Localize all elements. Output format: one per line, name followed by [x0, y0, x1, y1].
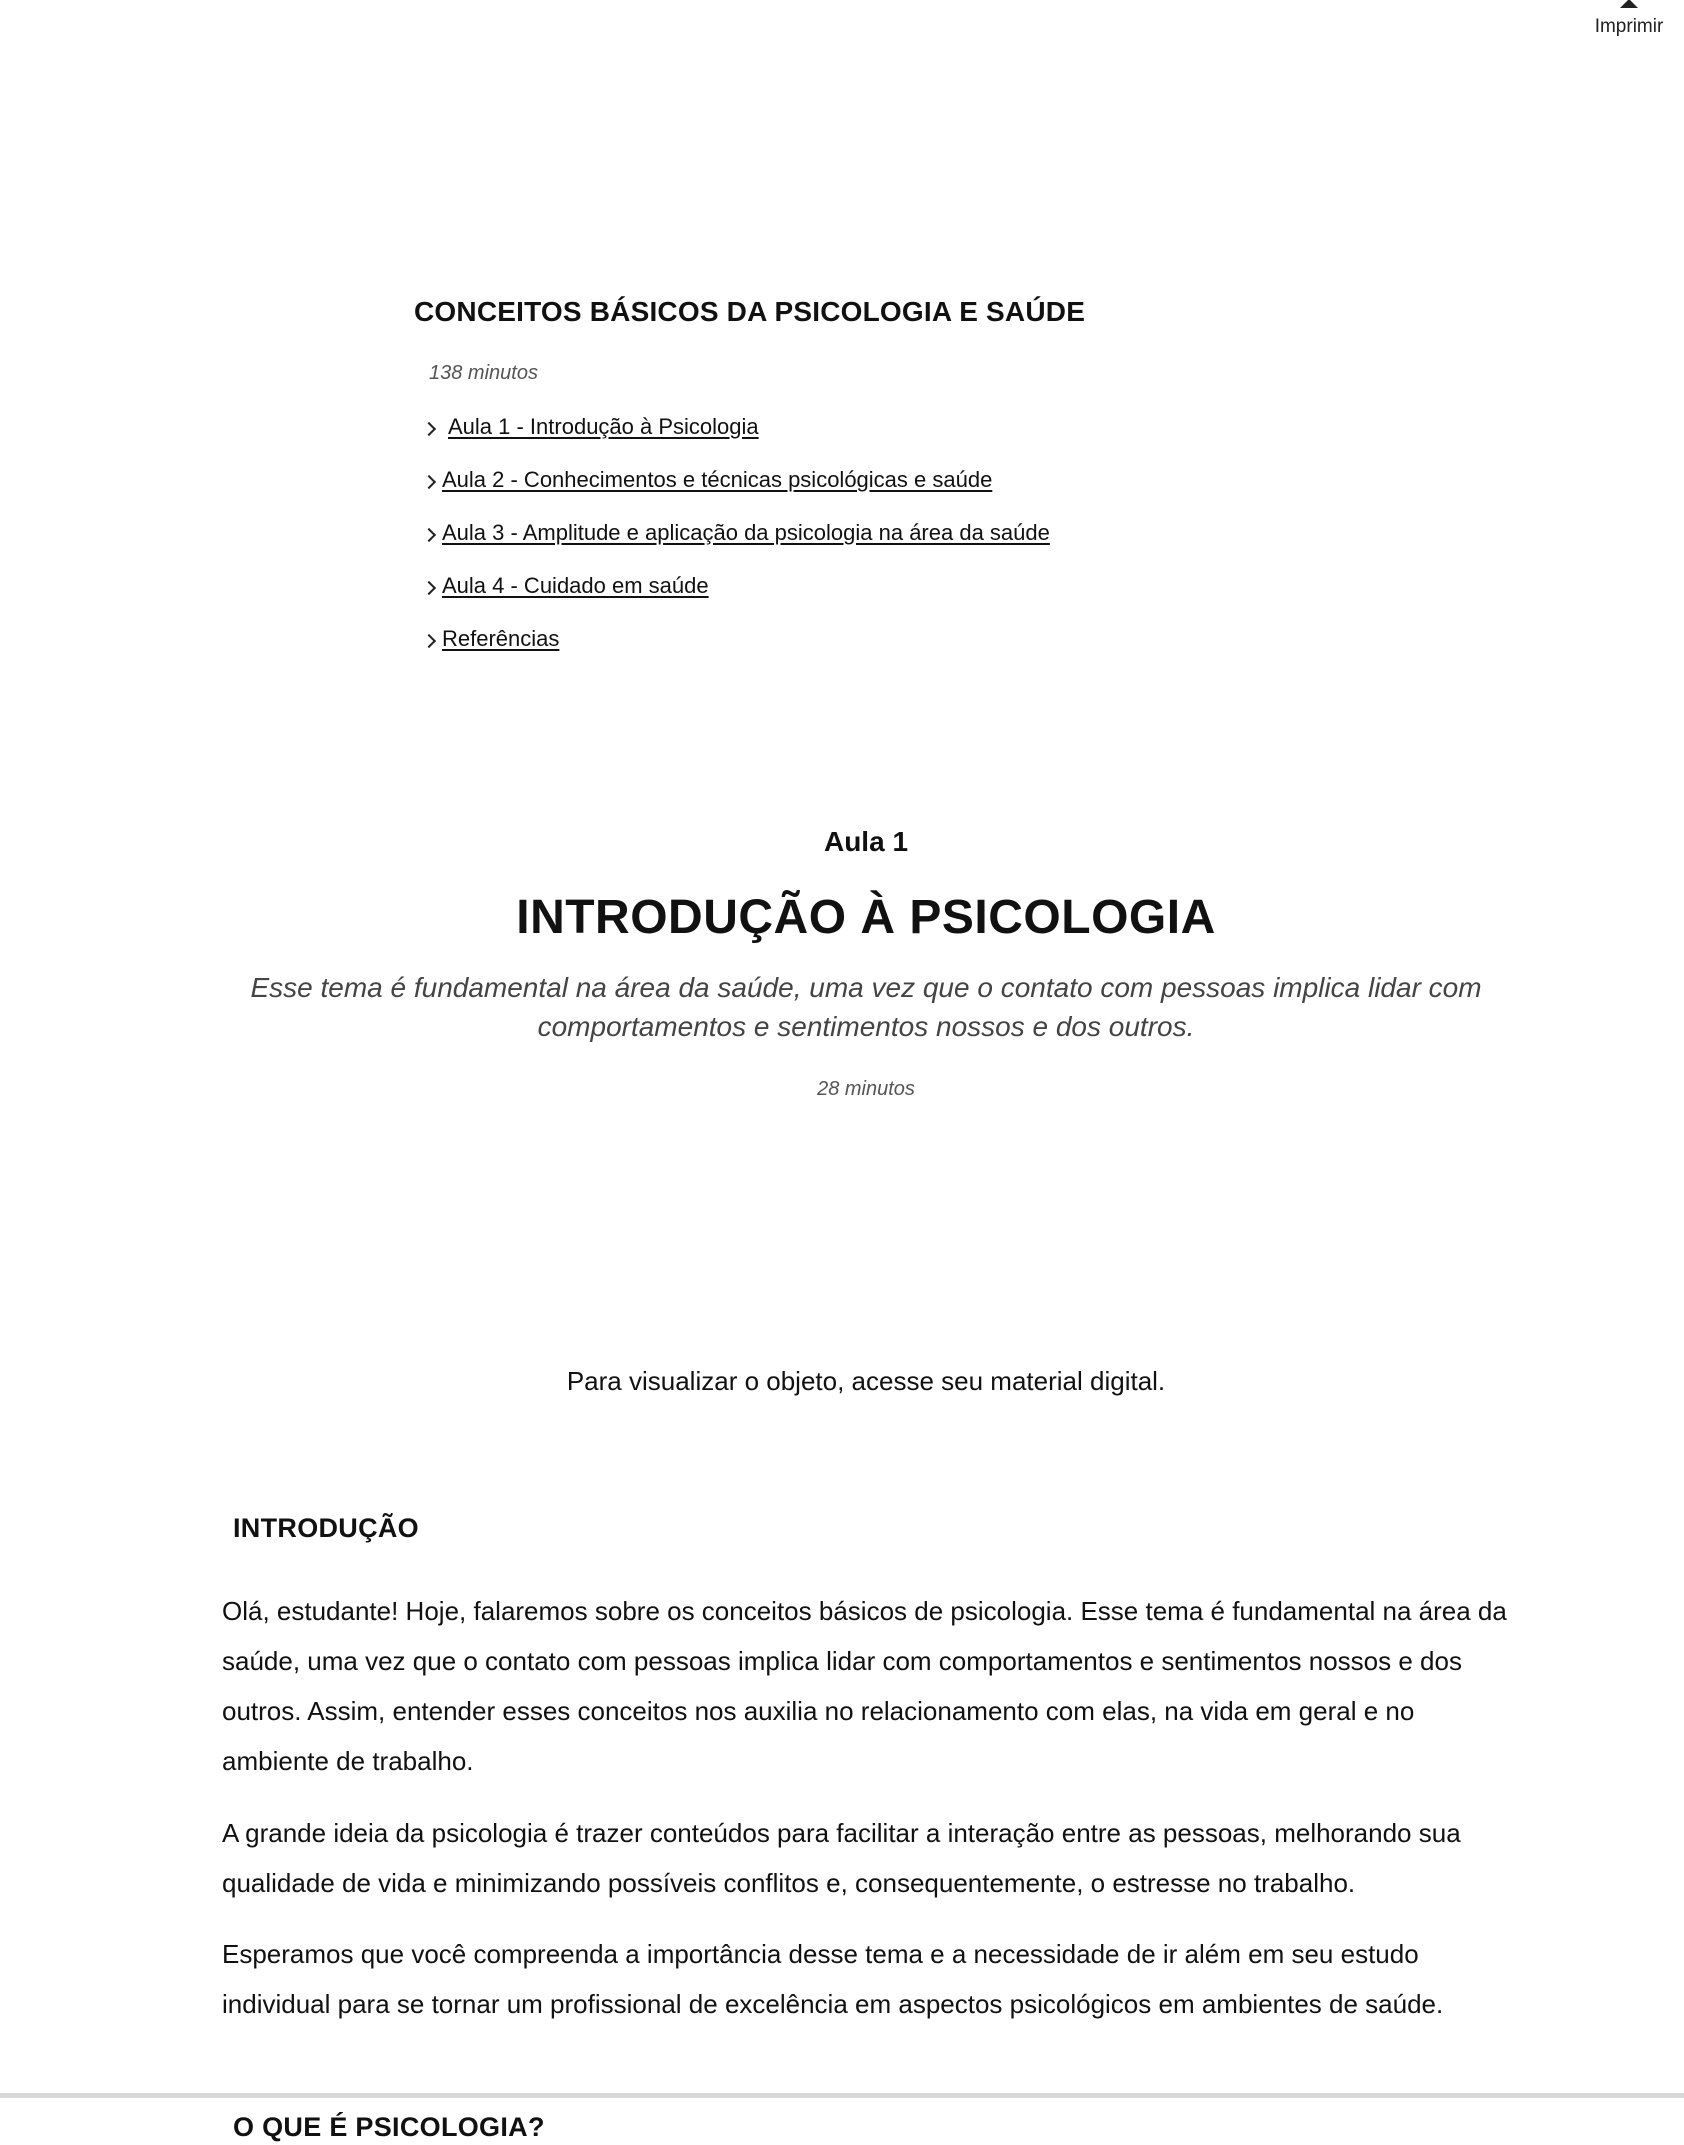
digital-object-note: Para visualizar o objeto, acesse seu material digital. [566, 1366, 1166, 1396]
up-arrow-icon [1620, 0, 1638, 8]
toc-link-referencias[interactable]: Referências [442, 626, 560, 651]
intro-paragraph-2: A grande ideia da psicologia é trazer conteúdos para facilitar a interação entre as pessoas, melhorando sua qualidade de vida e minimizando possíveis conflitos e, consequentemente, o estresse no trabalho. [222, 1818, 1461, 1898]
chevron-right-icon [422, 422, 436, 436]
toc-duration: 138 minutos [429, 362, 538, 384]
lesson-subtitle: Esse tema é fundamental na área da saúde, uma vez que o contato com pessoas implica lidar com comportamentos e sentimentos nossos e dos outros. [250, 972, 1482, 1042]
toc-item-referencias [424, 626, 1324, 679]
toc-link-aula-2[interactable]: Aula 2 - Conhecimentos e técnicas psicológicas e saúde [442, 467, 993, 492]
toc-item-aula-2 [424, 467, 1324, 520]
toc-item-aula-4 [424, 573, 1324, 626]
chevron-right-icon [422, 475, 436, 489]
intro-heading: INTRODUÇÃO [233, 1513, 419, 1543]
print-button[interactable] [1584, 0, 1674, 48]
toc-list [424, 414, 1324, 679]
section-heading-what-is-psychology: O QUE É PSICOLOGIA? [233, 2112, 545, 2142]
section-divider [0, 2093, 1684, 2098]
toc-item-aula-1 [424, 414, 1324, 467]
lesson-duration: 28 minutos [817, 1078, 915, 1100]
toc-link-aula-1[interactable]: Aula 1 - Introdução à Psicologia [448, 414, 759, 439]
chevron-right-icon [422, 634, 436, 648]
toc-item-aula-3 [424, 520, 1324, 573]
intro-paragraph-1: Olá, estudante! Hoje, falaremos sobre os conceitos básicos de psicologia. Esse tema é fundamental na área da saúde, uma vez que o contato com pessoas implica lidar com comportamentos e sentimentos nossos e dos outros. Assim, entender esses conceitos nos auxilia no relacionamento com elas, na vida em geral e no ambiente de trabalho. [222, 1596, 1507, 1776]
print-label: Imprimir [1594, 16, 1664, 37]
chevron-right-icon [422, 528, 436, 542]
chevron-right-icon [422, 581, 436, 595]
toc-link-aula-4[interactable]: Aula 4 - Cuidado em saúde [442, 573, 709, 598]
toc-link-aula-3[interactable]: Aula 3 - Amplitude e aplicação da psicologia na área da saúde [442, 520, 1050, 545]
toc-title: CONCEITOS BÁSICOS DA PSICOLOGIA E SAÚDE [414, 296, 1086, 327]
lesson-label: Aula 1 [823, 826, 909, 857]
lesson-title: INTRODUÇÃO À PSICOLOGIA [516, 891, 1216, 944]
intro-paragraph-3: Esperamos que você compreenda a importância desse tema e a necessidade de ir além em seu estudo individual para se tornar um profissional de excelência em aspectos psicológicos em ambientes de saúde. [222, 1939, 1444, 2019]
table-of-contents [414, 296, 1314, 651]
